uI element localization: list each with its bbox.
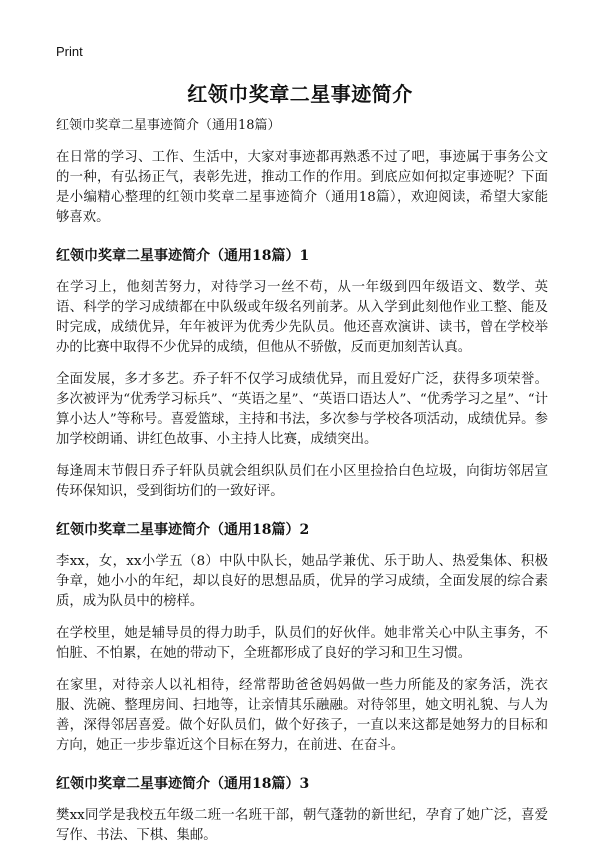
section-3 — [56, 774, 548, 846]
section-paragraph: 在学校里，她是辅导员的得力助手，队员们的好伙伴。她非常关心中队主事务，不怕脏、不怕累，在她的带动下，全班都形成了良好的学习和卫生习惯。 — [56, 626, 548, 661]
intro-paragraph: 在日常的学习、工作、生活中，大家对事迹都再熟悉不过了吧，事迹属于事务公文的一种，有弘扬正气，表彰先进，推动工作的作用。到底应如何拟定事迹呢？下面是小编精心整理的红领巾奖章二星事迹简介（通用18篇），欢迎阅读，希望大家能够喜欢。 — [56, 150, 548, 225]
section-paragraph: 在家里，对待亲人以礼相待，经常帮助爸爸妈妈做一些力所能及的家务活，洗衣服、洗碗、整理房间、扫地等，让亲情其乐融融。对待邻里，她文明礼貌、与人为善，深得邻居喜爱。做个好队员们，做个好孩子，一直以来这都是她努力的目标和方向，她正一步步靠近这个目标在努力，在前进、在奋斗。 — [56, 678, 548, 753]
document-subtitle: 红领巾奖章二星事迹简介（通用18篇） — [56, 118, 281, 133]
section-1 — [56, 246, 548, 502]
section-heading: 红领巾奖章二星事迹简介（通用18篇）2 — [56, 522, 310, 538]
print-link[interactable]: Print — [56, 44, 83, 59]
section-heading: 红领巾奖章二星事迹简介（通用18篇）3 — [56, 776, 310, 792]
section-heading: 红领巾奖章二星事迹简介（通用18篇）1 — [56, 248, 310, 264]
section-paragraph: 每逢周末节假日乔子轩队员就会组织队员们在小区里捡拾白色垃圾，向街坊邻居宣传环保知识，受到街坊们的一致好评。 — [56, 464, 548, 499]
section-paragraph: 在学习上，他刻苦努力，对待学习一丝不苟，从一年级到四年级语文、数学、英语、科学的学习成绩都在中队级或年级名列前茅。从入学到此刻他作业工整、能及时完成，成绩优异，年年被评为优秀少先队员。他还喜欢演讲、读书，曾在学校举办的比赛中取得不少优异的成绩，但他从不骄傲，反而更加刻苦认真。 — [56, 280, 548, 355]
document-title: 红领巾奖章二星事迹简介 — [187, 82, 413, 106]
section-paragraph: 全面发展，多才多艺。乔子轩不仅学习成绩优异，而且爱好广泛，获得多项荣誉。多次被评为“优秀学习标兵”、“英语之星”、“英语口语达人”、“优秀学习之星”、“计算小达人”等称号。喜爱篮球，主持和书法，多次参与学校各项活动，成绩优异。参加学校朗诵、讲红色故事、小主持人比赛，成绩突出。 — [56, 372, 548, 447]
section-paragraph: 樊xx同学是我校五年级二班一名班干部，朝气蓬勃的新世纪，孕育了她广泛，喜爱写作、书法、下棋、集邮。 — [56, 808, 548, 843]
section-2 — [56, 520, 548, 756]
section-paragraph: 李xx，女，xx小学五（8）中队中队长，她品学兼优、乐于助人、热爱集体、积极争章，她小小的年纪，却以良好的思想品质，优异的学习成绩，全面发展的综合素质，成为队员中的榜样。 — [56, 554, 548, 609]
document-body — [56, 116, 548, 858]
